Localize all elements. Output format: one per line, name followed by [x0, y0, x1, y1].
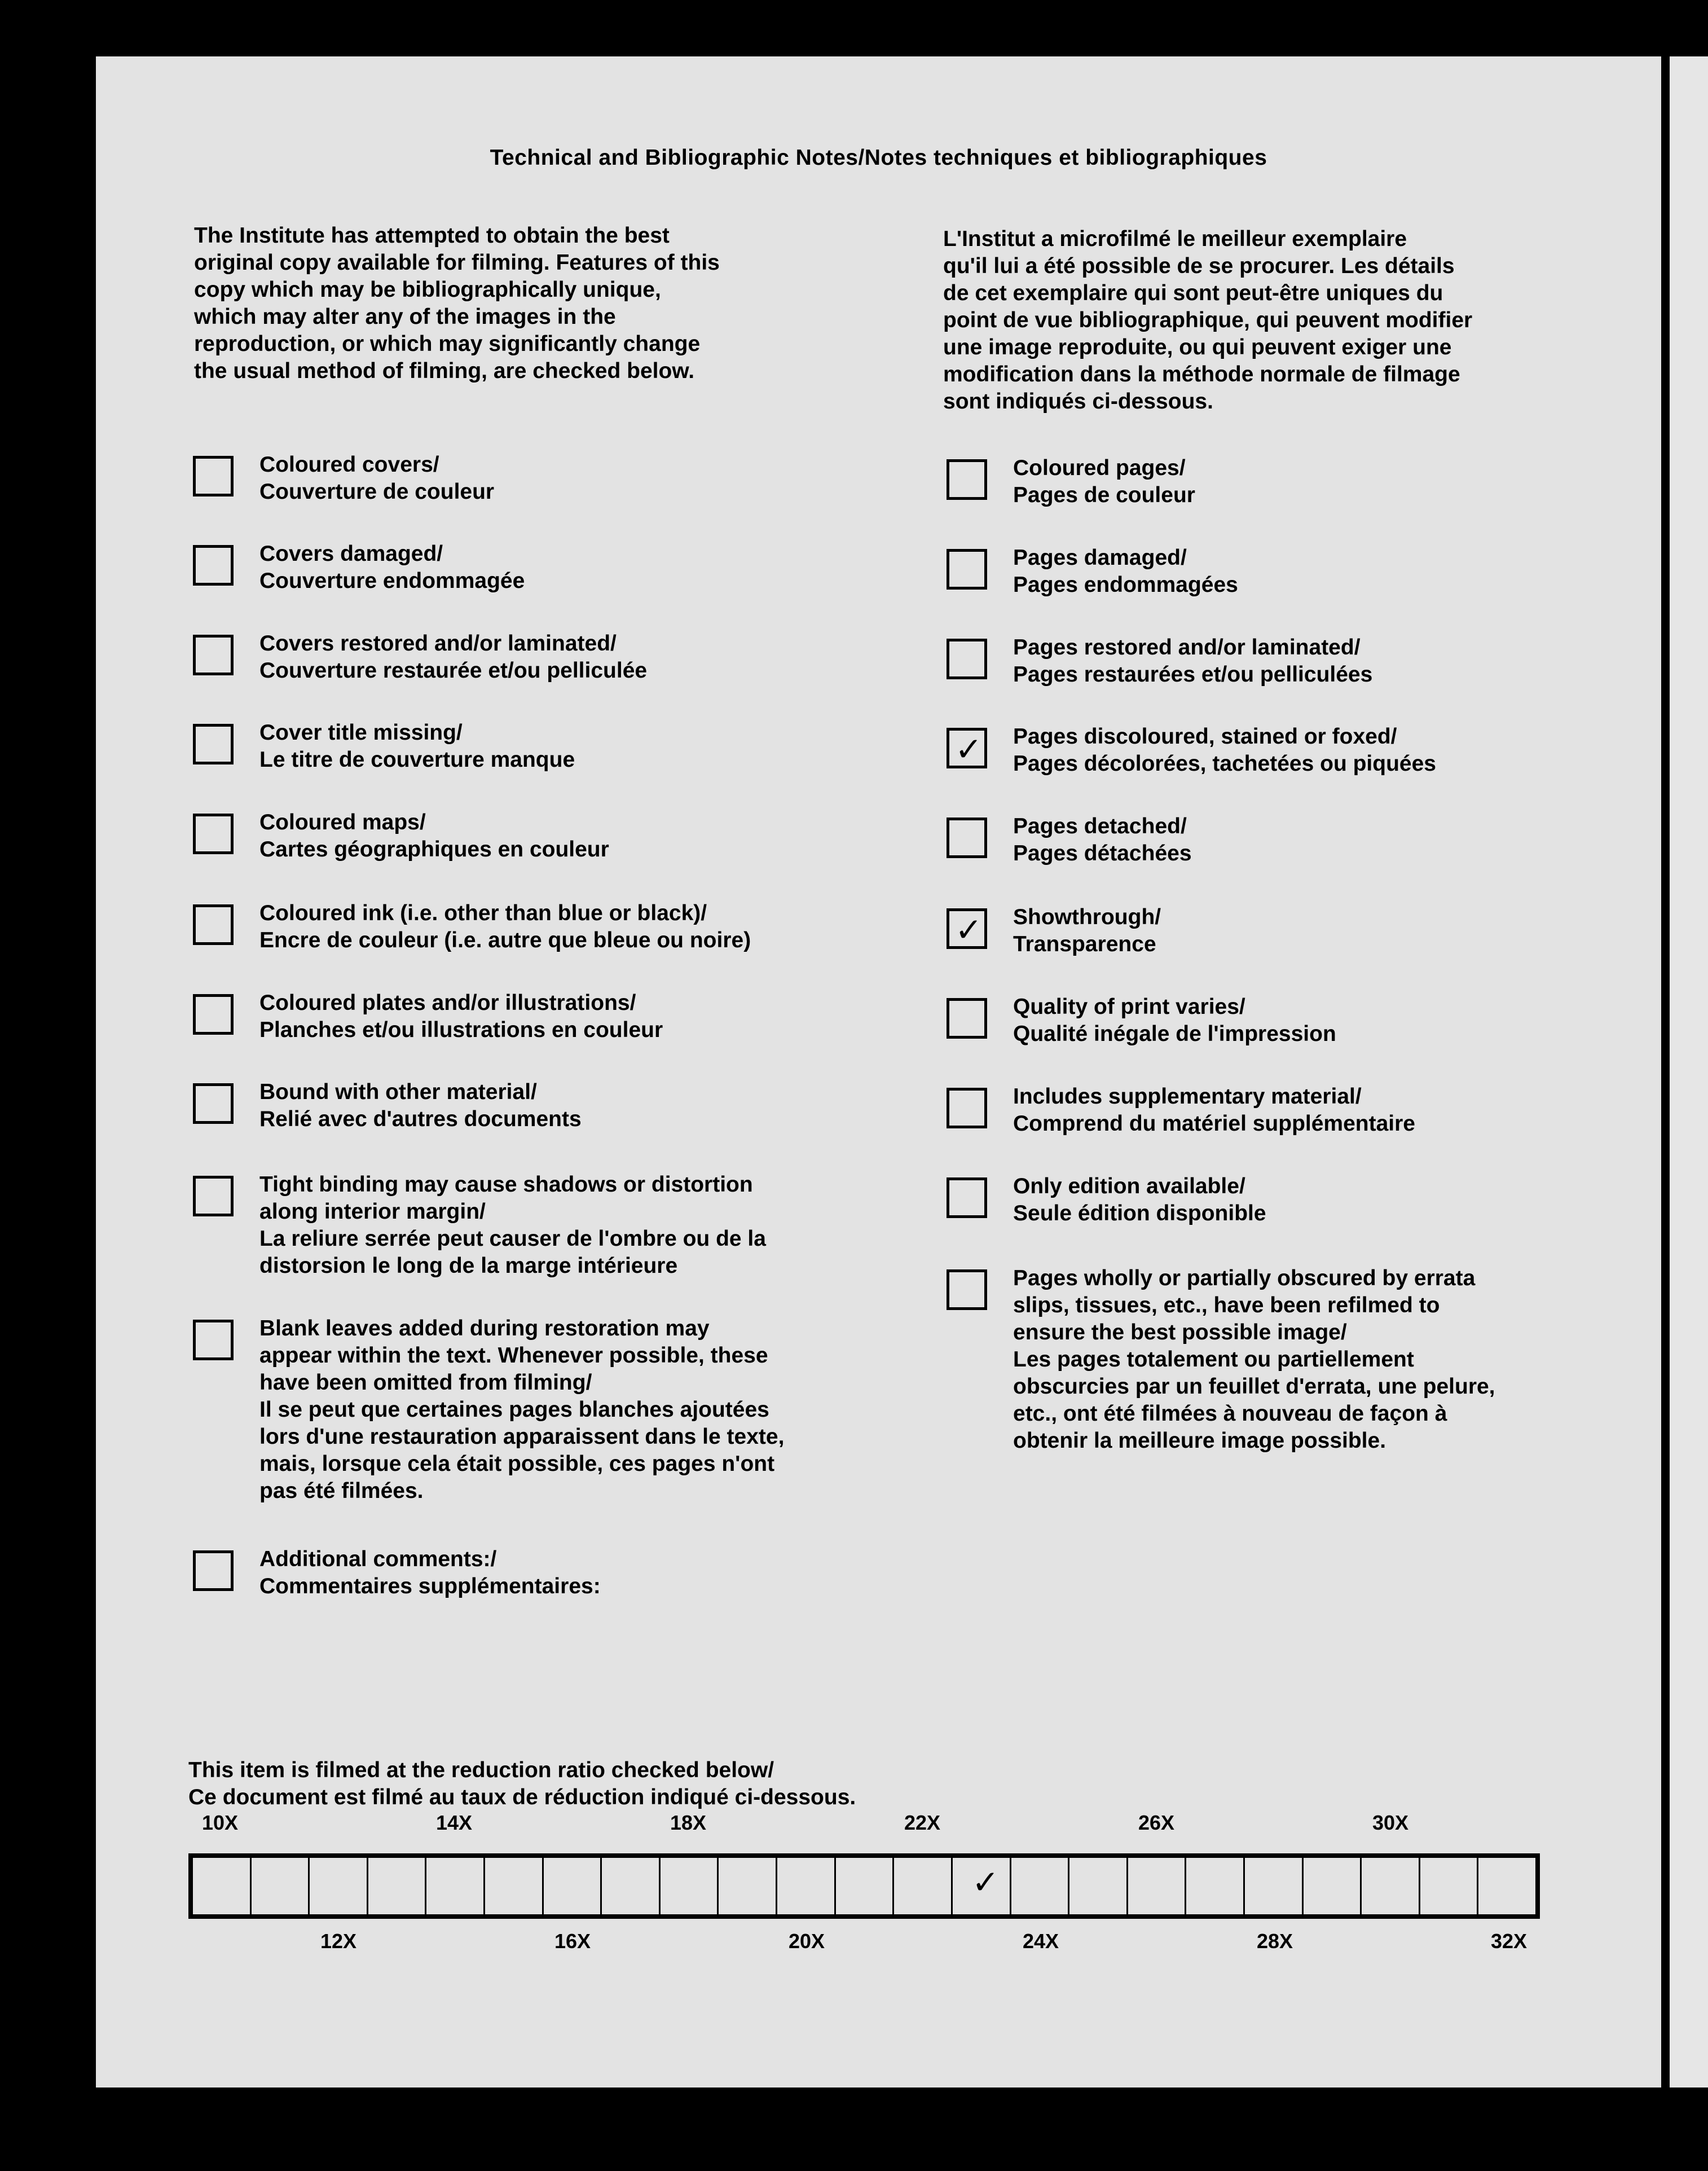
top-label: 22X — [904, 1811, 941, 1834]
ratio-cell-5[interactable] — [485, 1858, 544, 1914]
checkbox[interactable] — [947, 549, 987, 590]
checkbox[interactable] — [947, 908, 987, 949]
checklist-label: Pages discoloured, stained or foxed/ Pages décolorées, tachetées ou piquées — [1013, 724, 1436, 776]
ratio-cell-1[interactable] — [252, 1858, 310, 1914]
checkbox[interactable] — [193, 814, 234, 854]
checkbox[interactable] — [947, 639, 987, 679]
checkbox[interactable] — [193, 545, 234, 586]
checkbox[interactable] — [947, 1088, 987, 1128]
checklist-label: Coloured plates and/or illustrations/ Planches et/ou illustrations en couleur — [259, 991, 663, 1042]
checklist-label: Tight binding may cause shadows or distortion along interior margin/ La reliure serrée peut causer de l'ombre ou de la distorsion le long de la marge intérieure — [259, 1172, 766, 1278]
ratio-cell-22[interactable] — [1478, 1858, 1535, 1914]
ratio-cell-18[interactable] — [1245, 1858, 1304, 1914]
checklist-label: Showthrough/ Transparence — [1013, 905, 1161, 956]
ratio-cell-13[interactable] — [953, 1858, 1011, 1914]
bottom-label: 20X — [788, 1930, 825, 1953]
check-mark-icon: ✓ — [955, 731, 983, 768]
ratio-cell-4[interactable] — [426, 1858, 485, 1914]
ratio-cell-16[interactable] — [1128, 1858, 1187, 1914]
checklist-label: Coloured maps/ Cartes géographiques en couleur — [259, 810, 609, 862]
ratio-cell-2[interactable] — [310, 1858, 368, 1914]
checklist-label: Pages damaged/ Pages endommagées — [1013, 546, 1238, 597]
reduction-ratio-caption: This item is filmed at the reduction ratio checked below/ Ce document est filmé au taux de réduction indiqué ci-dessous. — [188, 1758, 856, 1809]
ratio-cell-15[interactable] — [1069, 1858, 1128, 1914]
checklist-label: Only edition available/ Seule édition disponible — [1013, 1174, 1266, 1225]
checkbox[interactable] — [193, 1176, 234, 1216]
ratio-cell-8[interactable] — [661, 1858, 719, 1914]
checklist-label: Includes supplementary material/ Comprend du matériel supplémentaire — [1013, 1084, 1415, 1136]
top-label: 26X — [1138, 1811, 1175, 1834]
checklist-label: Coloured pages/ Pages de couleur — [1013, 456, 1195, 507]
intro-french: L'Institut a microfilmé le meilleur exemplaire qu'il lui a été possible de se procurer. Les détails de cet exemplaire qui sont peut-être uniques du point de vue bibliographique, qui peuvent modifier une image reproduite, ou qui peuvent exiger une modification dans la méthode normale de filmage sont indiqués ci-dessous. — [943, 227, 1473, 414]
ratio-cell-20[interactable] — [1362, 1858, 1420, 1914]
ratio-cell-9[interactable] — [719, 1858, 777, 1914]
checklist-label: Pages detached/ Pages détachées — [1013, 814, 1192, 865]
intro-english: The Institute has attempted to obtain the best original copy available for filming. Features of this copy which may be bibliographically unique, which may alter any of the images in the reproduction, or which may significantly change the usual method of filming, are checked below. — [194, 223, 720, 383]
checkbox[interactable] — [193, 1550, 234, 1591]
checklist-label: Covers damaged/ Couverture endommagée — [259, 542, 525, 593]
checklist-label: Bound with other material/ Relié avec d'autres documents — [259, 1080, 582, 1131]
checklist-label: Quality of print varies/ Qualité inégale de l'impression — [1013, 995, 1336, 1046]
reduction-ratio-bar — [188, 1853, 1540, 1919]
ratio-cell-12[interactable] — [894, 1858, 953, 1914]
bottom-label: 16X — [554, 1930, 591, 1953]
bottom-label: 28X — [1256, 1930, 1293, 1953]
top-label: 10X — [201, 1811, 239, 1834]
checkbox[interactable] — [193, 1320, 234, 1360]
page-title: Technical and Bibliographic Notes/Notes techniques et bibliographiques — [490, 146, 1267, 170]
top-label: 30X — [1372, 1811, 1409, 1834]
checklist-label: Covers restored and/or laminated/ Couverture restaurée et/ou pelliculée — [259, 631, 648, 683]
checkbox[interactable] — [193, 994, 234, 1035]
ratio-cell-10[interactable] — [777, 1858, 836, 1914]
ratio-cell-7[interactable] — [602, 1858, 661, 1914]
ratio-cell-21[interactable] — [1420, 1858, 1479, 1914]
checkbox[interactable] — [193, 1083, 234, 1124]
adjacent-page-edge — [1670, 56, 1708, 2088]
checklist-label: Blank leaves added during restoration may appear within the text. Whenever possible, these have been omitted from filming/ Il se peut que certaines pages blanches ajoutées lors d'une restauration apparaissent dans le texte, mais, lorsque cela était possible, ces pages n'ont pas été filmées. — [259, 1316, 785, 1503]
checklist-label: Coloured covers/ Couverture de couleur — [259, 452, 495, 504]
bottom-label: 12X — [320, 1930, 357, 1953]
checkbox[interactable] — [193, 724, 234, 764]
checklist-label: Coloured ink (i.e. other than blue or black)/ Encre de couleur (i.e. autre que bleue ou noire) — [259, 901, 751, 952]
checkbox[interactable] — [193, 456, 234, 496]
checkbox[interactable] — [193, 635, 234, 675]
checklist-label: Pages restored and/or laminated/ Pages restaurées et/ou pelliculées — [1013, 635, 1373, 687]
document-sheet — [96, 56, 1661, 2088]
checkbox[interactable] — [947, 998, 987, 1039]
checklist-label: Pages wholly or partially obscured by errata slips, tissues, etc., have been refilmed to ensure the best possible image/ Les pages totalement ou partiellement obscurcies par un feuillet d'errata, une pelure, etc., ont été filmées à nouveau de façon à obtenir la meilleure image possible. — [1013, 1266, 1495, 1453]
ratio-cell-14[interactable] — [1011, 1858, 1070, 1914]
ratio-cell-19[interactable] — [1304, 1858, 1362, 1914]
check-mark-icon: ✓ — [955, 912, 983, 948]
ratio-cell-11[interactable] — [836, 1858, 895, 1914]
checkbox[interactable] — [947, 818, 987, 858]
bottom-label: 24X — [1022, 1930, 1059, 1953]
checkbox[interactable] — [193, 904, 234, 945]
checkbox[interactable] — [947, 728, 987, 768]
checkbox[interactable] — [947, 1177, 987, 1218]
ratio-cell-6[interactable] — [544, 1858, 602, 1914]
check-mark-icon: ✓ — [971, 1864, 1000, 1901]
checklist-label: Additional comments:/ Commentaires supplémentaires: — [259, 1547, 601, 1598]
ratio-cell-17[interactable] — [1186, 1858, 1245, 1914]
ratio-cell-0[interactable] — [193, 1858, 252, 1914]
top-label: 18X — [670, 1811, 707, 1834]
ratio-cell-3[interactable] — [368, 1858, 427, 1914]
top-label: 14X — [435, 1811, 473, 1834]
checklist-label: Cover title missing/ Le titre de couverture manque — [259, 720, 575, 772]
checkbox[interactable] — [947, 1269, 987, 1310]
checkbox[interactable] — [947, 459, 987, 500]
bottom-label: 32X — [1490, 1930, 1527, 1953]
